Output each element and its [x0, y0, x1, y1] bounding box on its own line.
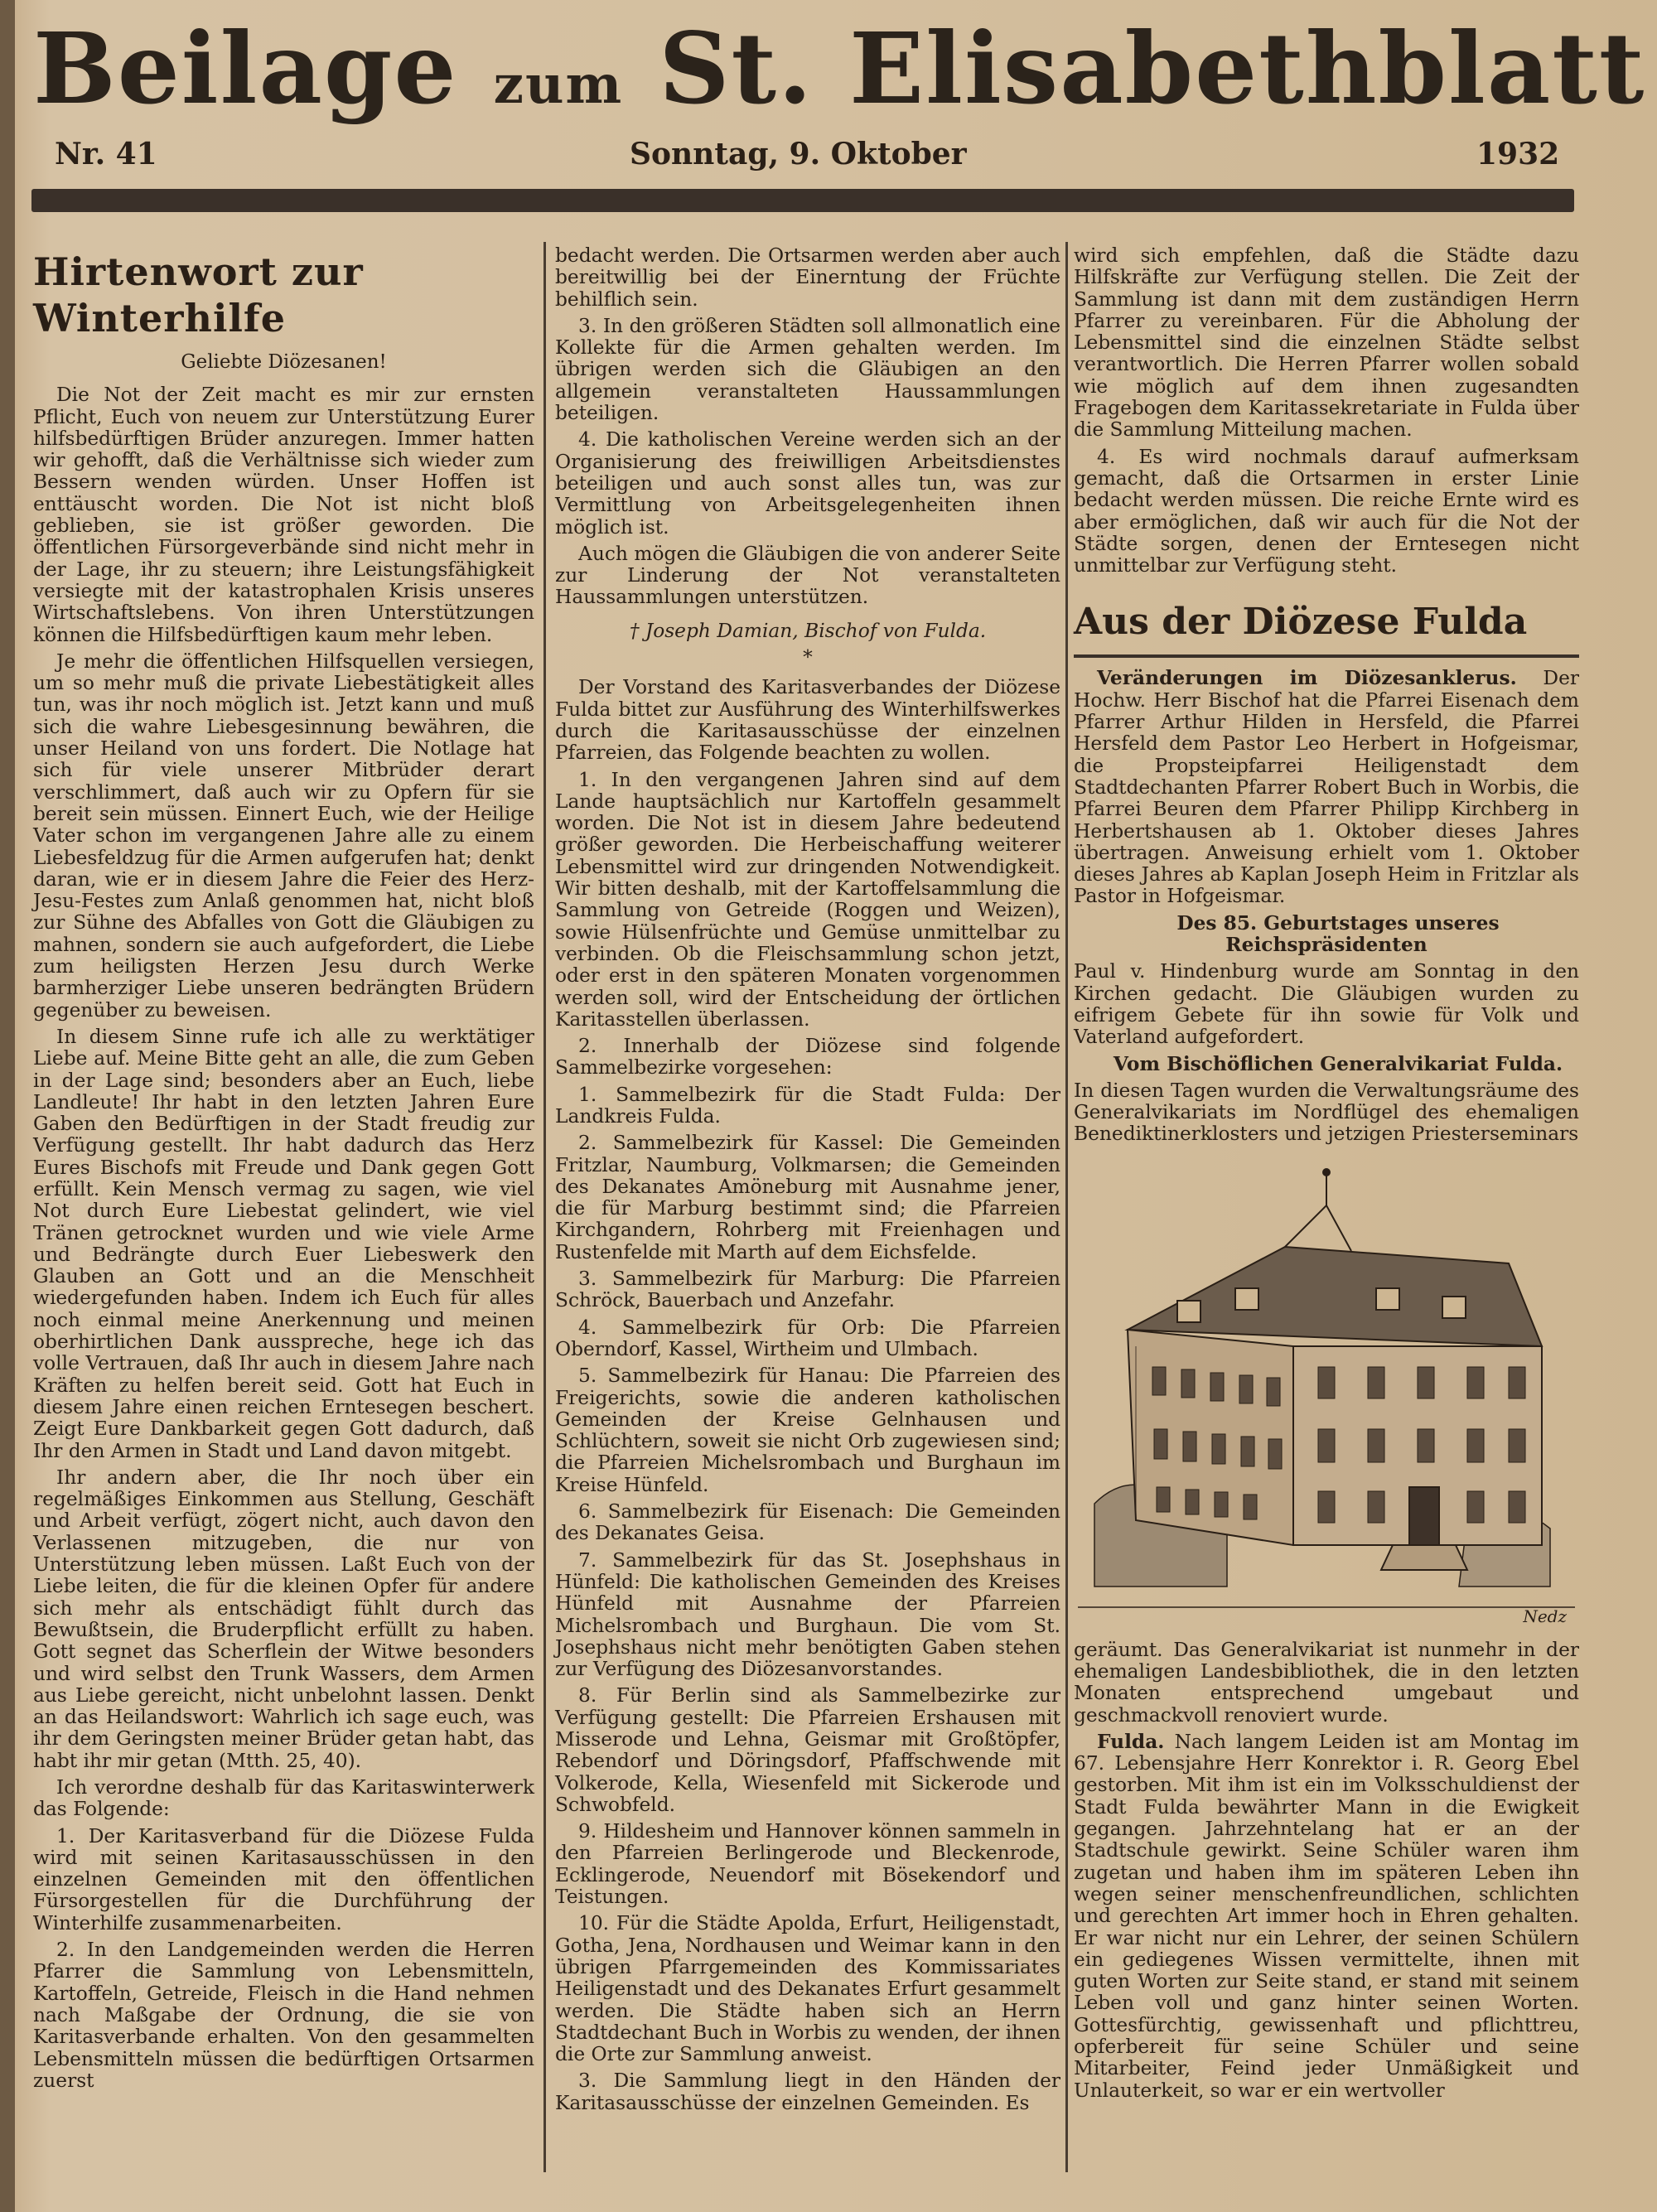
- paragraph: 4. Die katholischen Vereine werden sich an der Organisierung des freiwilligen Arbeitsdienstes beteiligen und auch sonst alles tun, was zur Vermittlung von Arbeitsgelegenheiten ihnen möglich ist.: [555, 428, 1060, 539]
- paragraph: 5. Sammelbezirk für Hanau: Die Pfarreien des Freigerichts, sowie die anderen katholischen Gemeinden der Kreise Gelnhausen und Schlüchtern, soweit sie nicht Orb zugewiesen sind; die Pfarreien Michelsrombach und Burghaun im Kreise Hünfeld.: [555, 1364, 1060, 1496]
- issue-year: 1932: [1476, 137, 1560, 171]
- column-1: [33, 240, 534, 2097]
- news-text: Nach langem Leiden ist am Montag im 67. Lebensjahre Herr Konrektor i. R. Georg Ebel gestorben. Mit ihm ist ein im Volksschuldienst der Stadt Fulda bewährter Mann in die Ewigkeit gegangen. Jahrzehntelang hat er an der Stadtschule gewirkt. Seine Schüler waren ihm zugetan und haben ihm im späteren Leben ihn wegen seiner menschenfreundlichen, schlichten und gerechten Art immer hoch in Ehren gehalten. Er war nicht nur ein Lehrer, der seinen Schülern ein gediegenes Wissen vermittelte, ihnen mit guten Worten zur Seite stand, er stand mit seinem Leben voll und ganz hinter seinen Worten. Gottesfürchtig, gewissenhaft und pflichttreu, opferbereit für seine Schüler und seine Mitarbeiter, Feind jeder Unmäßigkeit und Unlauterkeit, so war er ein wertvoller: [1074, 1730, 1579, 2102]
- paragraph: 1. In den vergangenen Jahren sind auf dem Lande hauptsächlich nur Kartoffeln gesammelt worden. Die Not ist in diesem Jahre bedeutend größer geworden. Die Herbeischaffung weiterer Lebensmittel wird zur dringenden Notwendigkeit. Wir bitten deshalb, mit der Kartoffelsammlung die Sammlung von Getreide (Roggen und Weizen), sowie Hülsenfrüchte und Gemüse unmittelbar zu verbinden. Ob die Fleischsammlung schon jetzt, oder erst in den späteren Monaten vorgenommen werden soll, wird der Entscheidung der örtlichen Karitasstellen überlassen.: [555, 768, 1060, 1031]
- news-item-fulda: [1074, 1731, 1579, 2102]
- bishop-signature: † Joseph Damian, Bischof von Fulda.: [629, 619, 987, 642]
- paragraph: Der Vorstand des Karitasverbandes der Diözese Fulda bittet zur Ausführung des Winterhilfswerkes durch die Karitasausschüsse der einzelnen Pfarreien, das Folgende beachten zu wollen.: [555, 676, 1060, 765]
- paragraph: 6. Sammelbezirk für Eisenach: Die Gemeinden des Dekanates Geisa.: [555, 1500, 1060, 1545]
- masthead-title-b: zum: [493, 54, 624, 116]
- column-2: [555, 245, 1060, 2119]
- paragraph: 2. In den Landgemeinden werden die Herren Pfarrer die Sammlung von Lebensmitteln, Kartoffeln, Getreide, Fleisch in die Hand nehmen nach Maßgabe der Ordnung, die sie von Karitasverbande erhalten. Von den gesammelten Lebensmitteln müssen die bedürftigen Ortsarmen zuerst: [33, 1939, 534, 2092]
- article-heading-hirtenwort: Hirtenwort zur Winterhilfe: [33, 249, 364, 340]
- subheading: Veränderungen im Diözesanklerus.: [1097, 667, 1517, 690]
- paragraph: Je mehr die öffentlichen Hilfsquellen versiegen, um so mehr muß die private Liebestätigkeit alles tun, was ihr noch möglich ist. Jetzt kann und muß sich die wahre Liebesgesinnung bewähren, die unser Heiland von uns fordert. Die Notlage hat sich für viele unserer Mitbrüder derart verschlimmert, daß auch wir zu Opfern für sie bereit sein müssen. Einnert Euch, wie der Heilige Vater schon im vergangenen Jahre alle zu einem Liebesfeldzug für die Armen aufgerufen hat; denkt daran, wie er in diesem Jahre die Feier des Herz-Jesu-Festes zum Anlaß genommen hat, nicht bloß zur Sühne des Abfalles von Gott die Gläubigen zu mahnen, sondern sie auch aufgefordert, die Liebe zum heiligsten Herzen Jesu durch Werke barmherziger Liebe unseren bedrängten Brüdern gegenüber zu beweisen.: [33, 650, 534, 1021]
- news-item-clergy: [1074, 668, 1579, 907]
- paragraph: Ich verordne deshalb für das Karitaswinterwerk das Folgende:: [33, 1776, 534, 1821]
- masthead-title: [33, 11, 1646, 126]
- paragraph: 3. Die Sammlung liegt in den Händen der Karitasausschüsse der einzelnen Gemeinden. Es: [555, 2070, 1060, 2114]
- paragraph: Ihr andern aber, die Ihr noch über ein regelmäßiges Einkommen aus Stellung, Geschäft und Arbeit verfügt, zögert nicht, auch davon den Verlassenen mitzugeben, die nur von Unterstützung leben müssen. Laßt Euch von der Liebe leiten, die für die kleinen Opfer für andere sich mehr als entschädigt fühlt durch das Bewußtsein, die Bruderpflicht erfüllt zu haben. Gott segnet das Scherflein der Witwe besonders und wird selbst den Trunk Wassers, dem Armen aus Liebe gereicht, nicht unbelohnt lassen. Denkt an das Heilandswort: Wahrlich ich sage euch, was ihr dem Geringsten meiner Brüder getan habt, das habt ihr mir getan (Mtth. 25, 40).: [33, 1466, 534, 1772]
- paragraph: 9. Hildesheim und Hannover können sammeln in den Pfarreien Berlingerode und Bleckenrode, Ecklingerode, Neuendorf mit Bösekendorf und Teistungen.: [555, 1820, 1060, 1909]
- masthead-title-a: Beilage: [33, 11, 458, 126]
- news-text: Paul v. Hindenburg wurde am Sonntag in den Kirchen gedacht. Die Gläubigen wurden zu eifrigem Gebete für ihn sowie für Volk und Vaterland aufgefordert.: [1074, 960, 1579, 1049]
- paragraph: 2. Innerhalb der Diözese sind folgende Sammelbezirke vorgesehen:: [555, 1035, 1060, 1079]
- paragraph: 7. Sammelbezirk für das St. Josephshaus in Hünfeld: Die katholischen Gemeinden des Kreises Hünfeld mit Ausnahme der Pfarreien Michelsrombach und Burghaun. Die vom St. Josephshaus nicht mehr benötigten Gaben stehen zur Verfügung des Diözesanvorstandes.: [555, 1548, 1060, 1681]
- subheading: Des 85. Geburtstages unseres Reichspräsidenten: [1176, 911, 1500, 957]
- column-rule-1: [543, 242, 546, 2172]
- paragraph: 2. Sammelbezirk für Kassel: Die Gemeinden Fritzlar, Naumburg, Volkmarsen; die Gemeinden des Dekanates Amöneburg mit Ausnahme jener, die für Marburg bestimmt sind; die Pfarreien Kirchgandern, Rohrberg mit Freienhagen und Rustenfelde mit Marth auf dem Eichsfelde.: [555, 1132, 1060, 1263]
- news-text: Der Hochw. Herr Bischof hat die Pfarrei Eisenach dem Pfarrer Arthur Hilden in Hersfeld, die Pfarrei Hersfeld dem Pastor Leo Herbert in Hofgeismar, die Propsteipfarrei Heiligenstadt dem Stadtdechanten Pfarrer Robert Buch in Worbis, die Pfarrei Beuren dem Pfarrer Philipp Kirchberg in Herbertshausen ab 1. Oktober dieses Jahres übertragen. Anweisung erhielt vom 1. Oktober dieses Jahres ab Kaplan Joseph Heim in Fritzlar als Pastor in Hofgeismar.: [1074, 667, 1579, 908]
- paragraph: 1. Der Karitasverband für die Diözese Fulda wird mit seinen Karitasausschüssen in den einzelnen Gemeinden mit den öffentlichen Fürsorgestellen für die Durchführung der Winterhilfe zusammenarbeiten.: [33, 1824, 534, 1934]
- paragraph: 3. In den größeren Städten soll allmonatlich eine Kollekte für die Armen gehalten werden. Im übrigen werden sich die Gläubigen an den allgemein veranstalteten Haussammlungen beteiligen.: [555, 314, 1060, 425]
- paragraph: 8. Für Berlin sind als Sammelbezirke zur Verfügung gestellt: Die Pfarreien Ershausen mit Misserode und Lehna, Geismar mit Großtöpfer, Rebendorf und Döringsdorf, Pfaffschwende mit Volkerode, Kella, Wiesenfeld mit Sickerode und Schwobfeld.: [555, 1684, 1060, 1816]
- column-rule-2: [1065, 242, 1068, 2172]
- building-illustration: [1078, 1156, 1575, 1628]
- salutation: Geliebte Diözesanen!: [181, 351, 387, 373]
- paragraph: 1. Sammelbezirk für die Stadt Fulda: Der Landkreis Fulda.: [555, 1083, 1060, 1128]
- section-heading-dioezese: Aus der Diözese Fulda: [1074, 600, 1579, 658]
- paragraph: Die Not der Zeit macht es mir zur ernsten Pflicht, Euch von neuem zur Unterstützung Eurer hilfsbedürftigen Brüder anzuregen. Immer hatten wir gehofft, daß die Verhältnisse sich wieder zum Bessern wenden würden. Unser Hoffen ist enttäuscht worden. Die Not ist nicht bloß geblieben, sie ist größer geworden. Die öffentlichen Fürsorgeverbände sind nicht mehr in der Lage, ihr zu steuern; ihre Leistungsfähigkeit versiegte mit der katastrophalen Krisis unseres Wirtschaftslebens. Von ihren Unterstützungen können die Hilfsbedürftigen kaum mehr leben.: [33, 384, 534, 646]
- masthead-title-c: St. Elisabethblatt: [659, 11, 1646, 126]
- subheading: Vom Bischöflichen Generalvikariat Fulda.: [1113, 1052, 1563, 1075]
- issue-date: Sonntag, 9. Oktober: [630, 137, 967, 171]
- building-drawing: [1078, 1156, 1575, 1628]
- paragraph: Auch mögen die Gläubigen die von anderer Seite zur Linderung der Not veranstalteten Haussammlungen unterstützen.: [555, 542, 1060, 609]
- paragraph: 4. Es wird nochmals darauf aufmerksam gemacht, daß die Ortsarmen in erster Linie bedacht werden müssen. Die reiche Ernte wird es aber ermöglichen, daß wir auch für die Not der Städte sorgen, denen der Erntesegen nicht unmittelbar zur Verfügung steht.: [1074, 445, 1579, 577]
- paragraph: 4. Sammelbezirk für Orb: Die Pfarreien Oberndorf, Kassel, Wirtheim und Ulmbach.: [555, 1316, 1060, 1360]
- issue-number: Nr. 41: [55, 137, 157, 171]
- section-star: *: [803, 646, 813, 669]
- paragraph: geräumt. Das Generalvikariat ist nunmehr in der ehemaligen Landesbibliothek, die in den letzten Monaten entsprechend umgebaut und geschmackvoll renoviert wurde.: [1074, 1638, 1579, 1727]
- paragraph: bedacht werden. Die Ortsarmen werden aber auch bereitwillig bei der Einerntung der Früchte behilflich sein.: [555, 244, 1060, 311]
- paragraph: 3. Sammelbezirk für Marburg: Die Pfarreien Schröck, Bauerbach und Anzefahr.: [555, 1268, 1060, 1312]
- masthead-rule: [31, 189, 1574, 212]
- paragraph: wird sich empfehlen, daß die Städte dazu Hilfskräfte zur Verfügung stellen. Die Zeit der Sammlung ist dann mit dem zuständigen Herrn Pfarrer zu vereinbaren. Für die Abholung der Lebensmittel sind die einzelnen Städte selbst verantwortlich. Die Herren Pfarrer wollen sobald wie möglich auf dem ihnen zugesandten Fragebogen dem Karitassekretariate in Fulda über die Sammlung Mitteilung machen.: [1074, 244, 1579, 442]
- news-text: In diesen Tagen wurden die Verwaltungsräume des Generalvikariats im Nordflügel des ehemaligen Benediktinerklosters und jetzigen Priesterseminars: [1074, 1079, 1579, 1146]
- column-3: [1074, 245, 1579, 2107]
- illustrator-signature: Nedz: [1523, 1606, 1567, 1627]
- subheading: Fulda.: [1097, 1730, 1165, 1753]
- paragraph: 10. Für die Städte Apolda, Erfurt, Heiligenstadt, Gotha, Jena, Nordhausen und Weimar kann in den übrigen Pfarrgemeinden des Kommissariates Heiligenstadt und des Dekanates Erfurt gesammelt werden. Die Städte haben sich an Herrn Stadtdechant Buch in Worbis zu wenden, der ihnen die Orte zur Sammlung anweist.: [555, 1912, 1060, 2066]
- paragraph: In diesem Sinne rufe ich alle zu werktätiger Liebe auf. Meine Bitte geht an alle, die zum Geben in der Lage sind; besonders aber an Euch, liebe Landleute! Ihr habt in den letzten Jahren Eure Gaben den Bedürftigen in der Stadt freudig zur Verfügung gestellt. Ihr habt dadurch das Herz Eures Bischofs mit Freude und Dank gegen Gott erfüllt. Kein Mensch vermag zu sagen, wie viel Not durch Eure Liebestat gelindert, wie viel Tränen getrocknet wurden und wie viele Arme und Bedrängte durch Euer Liebeswerk den Glauben an Gott und an die Menschheit wiedergefunden haben. Indem ich Euch für alles noch einmal meine Anerkennung und meinen oberhirtlichen Dank ausspreche, hege ich das volle Vertrauen, daß Ihr auch in diesem Jahre nach Kräften zu helfen bereit seid. Gott hat Euch in diesem Jahre einen reichen Erntesegen beschert. Zeigt Eure Dankbarkeit gegen Gott dadurch, daß Ihr den Armen in Stadt und Land davon mitgebt.: [33, 1025, 534, 1462]
- binding-edge: [0, 0, 15, 2212]
